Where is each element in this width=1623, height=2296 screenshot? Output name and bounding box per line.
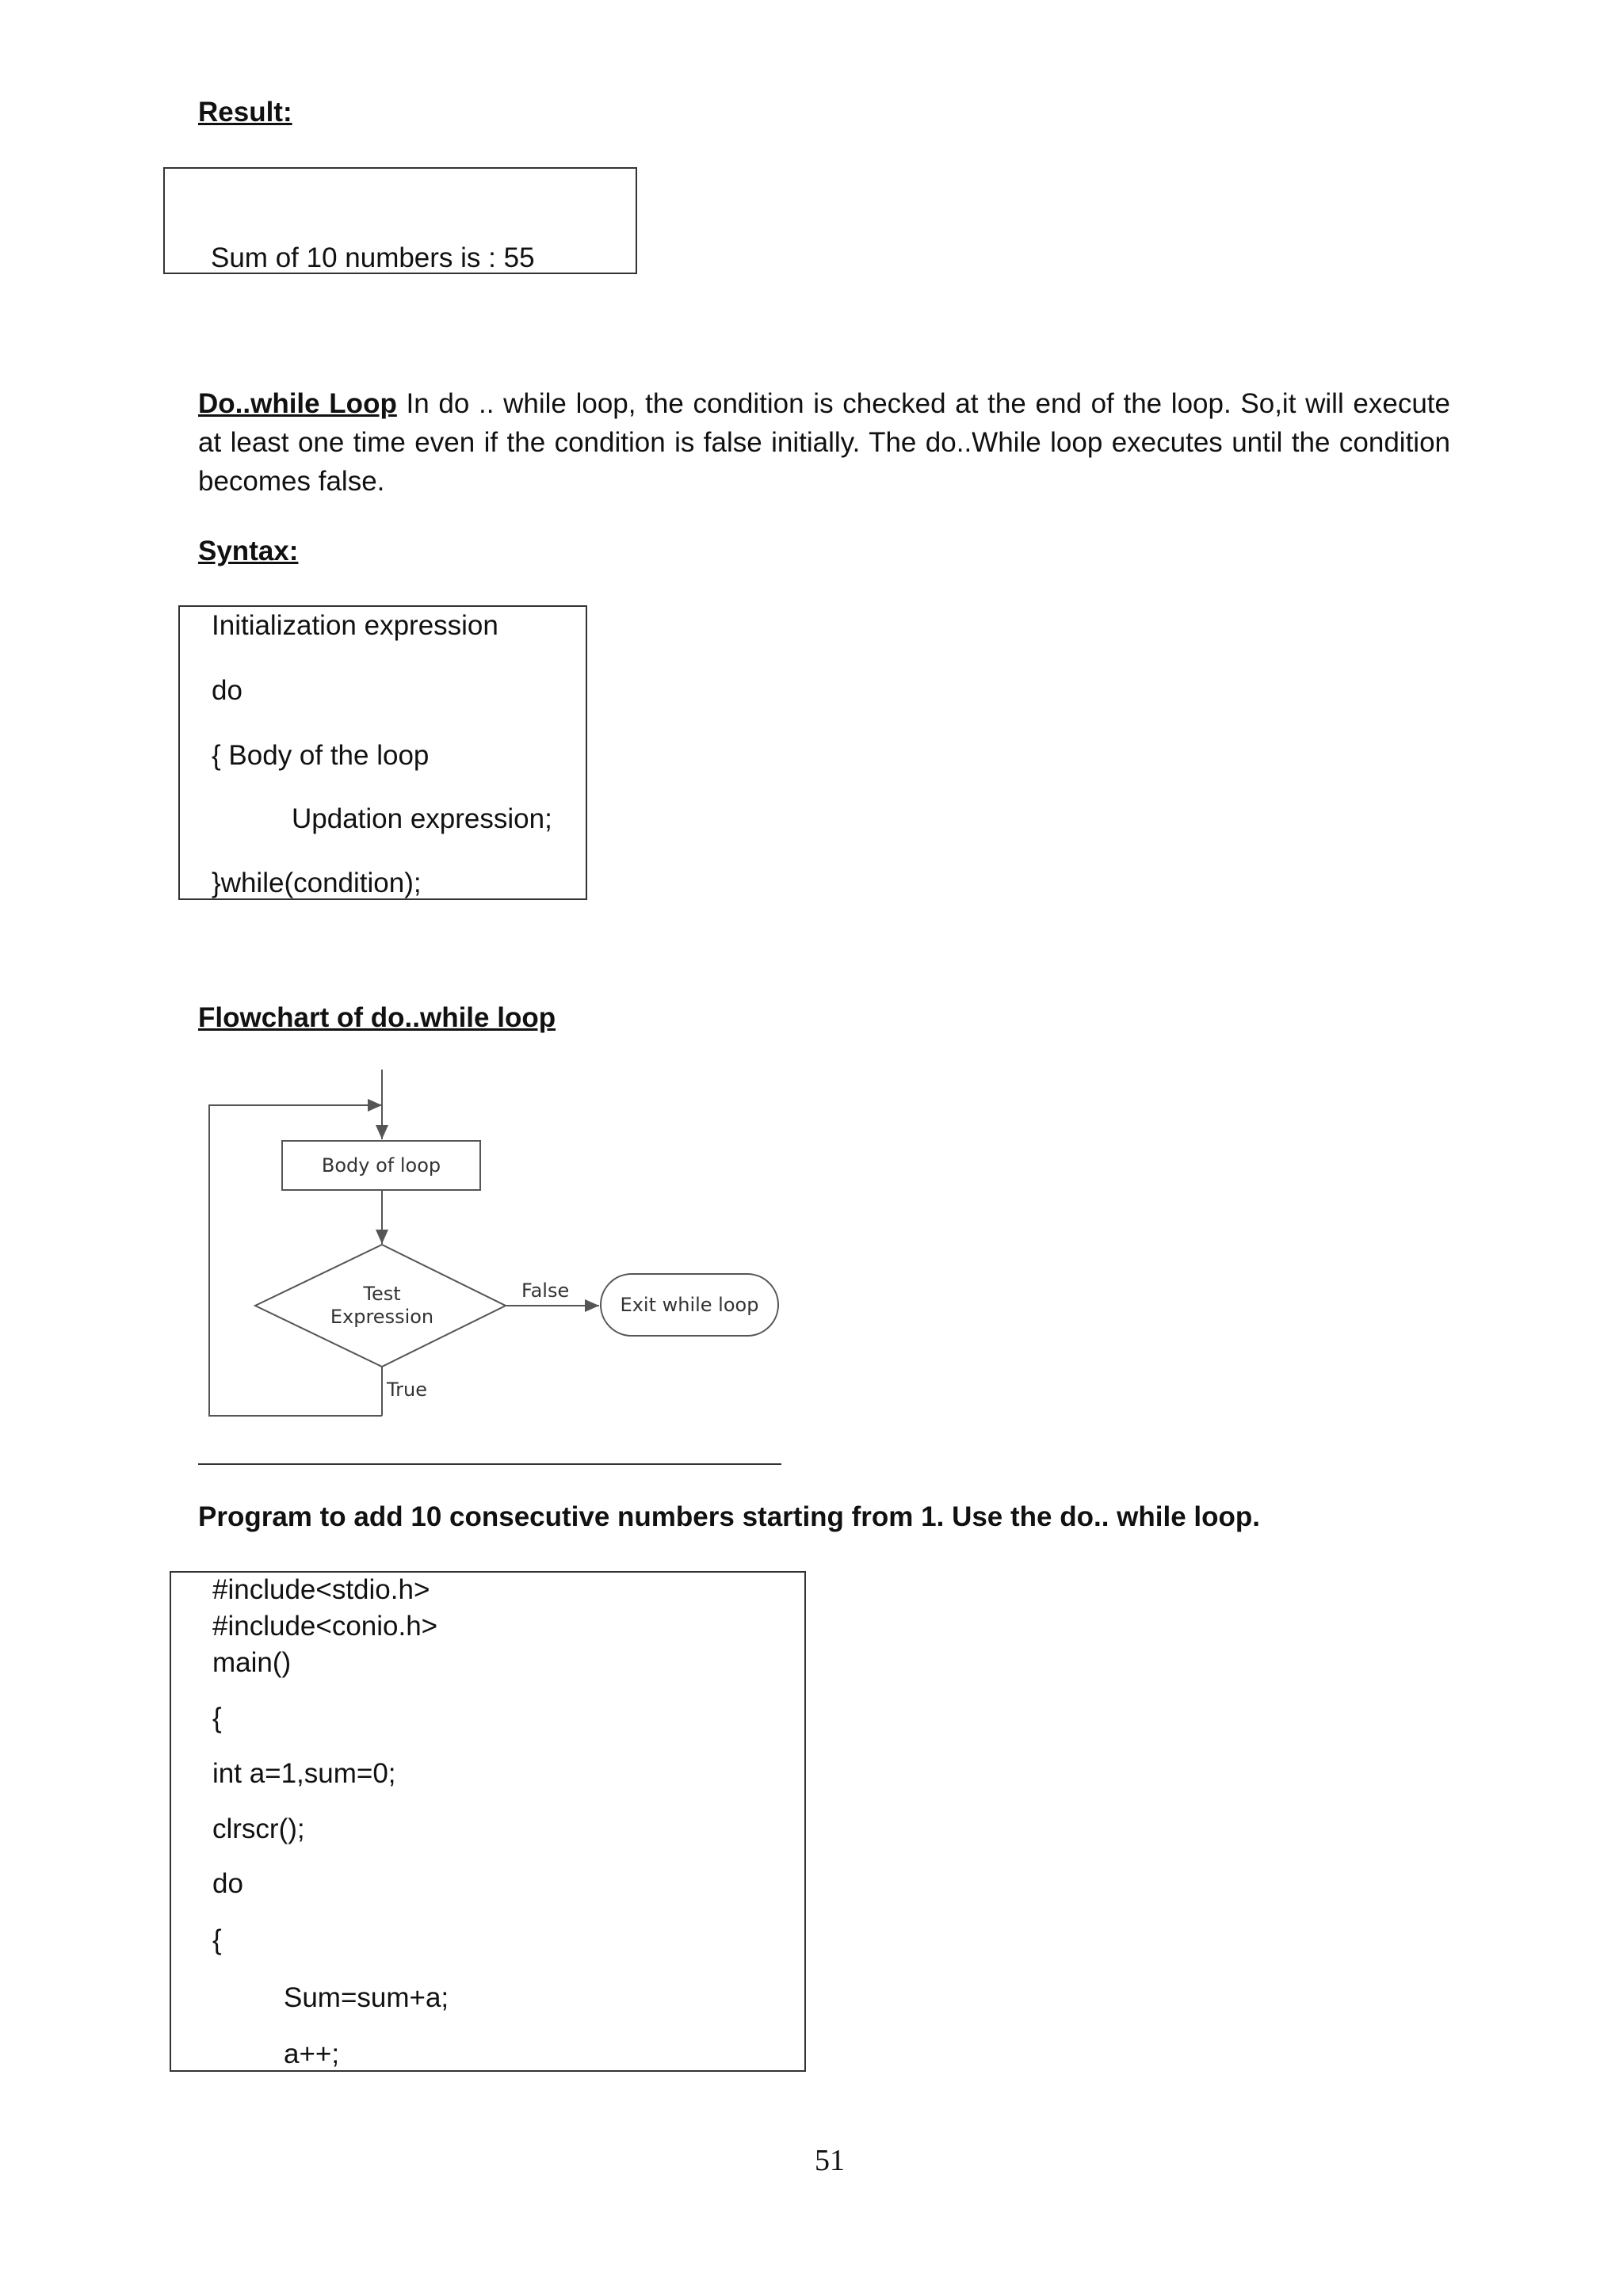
- false-label: False: [521, 1280, 570, 1302]
- code-line: int a=1,sum=0;: [212, 1758, 396, 1789]
- syntax-heading: Syntax:: [198, 536, 299, 566]
- do-while-description: In do .. while loop, the condition is checked at the end of the loop. So,it will execute at least one time even if the condition is false initially. The do..While loop executes until the condition becomes false.: [198, 388, 1450, 497]
- flowchart-diagram: [198, 1070, 792, 1434]
- result-output: Sum of 10 numbers is : 55: [211, 242, 535, 273]
- code-line: {: [212, 1703, 222, 1733]
- exit-while-loop-label: Exit while loop: [620, 1294, 759, 1316]
- code-line: Sum=sum+a;: [284, 1982, 449, 2013]
- code-line: {: [212, 1924, 222, 1955]
- code-line: #include<conio.h>: [212, 1611, 438, 1642]
- test-label: Test: [363, 1283, 401, 1305]
- flowchart-heading: Flowchart of do..while loop: [198, 1002, 556, 1033]
- syntax-line: Initialization expression: [212, 610, 498, 641]
- code-line: #include<stdio.h>: [212, 1574, 430, 1605]
- do-while-paragraph: [198, 384, 1450, 501]
- body-of-loop-label: Body of loop: [321, 1154, 441, 1177]
- program-title: Program to add 10 consecutive numbers starting from 1. Use the do.. while loop.: [198, 1501, 1260, 1532]
- code-line: clrscr();: [212, 1814, 305, 1844]
- result-heading: Result:: [198, 97, 292, 128]
- syntax-line: Updation expression;: [292, 803, 552, 834]
- section-divider: [198, 1463, 781, 1465]
- program-code-box: [170, 1571, 806, 2072]
- page-number: 51: [815, 2144, 845, 2177]
- syntax-line: { Body of the loop: [212, 740, 430, 771]
- syntax-line: }while(condition);: [212, 868, 422, 898]
- code-line: main(): [212, 1647, 292, 1678]
- true-label: True: [387, 1379, 427, 1401]
- code-line: a++;: [284, 2039, 340, 2069]
- code-line: do: [212, 1868, 243, 1899]
- syntax-box: [178, 605, 587, 900]
- do-while-term: Do..while Loop: [198, 388, 397, 419]
- expression-label: Expression: [330, 1306, 434, 1328]
- syntax-line: do: [212, 675, 242, 706]
- result-box: [163, 167, 637, 274]
